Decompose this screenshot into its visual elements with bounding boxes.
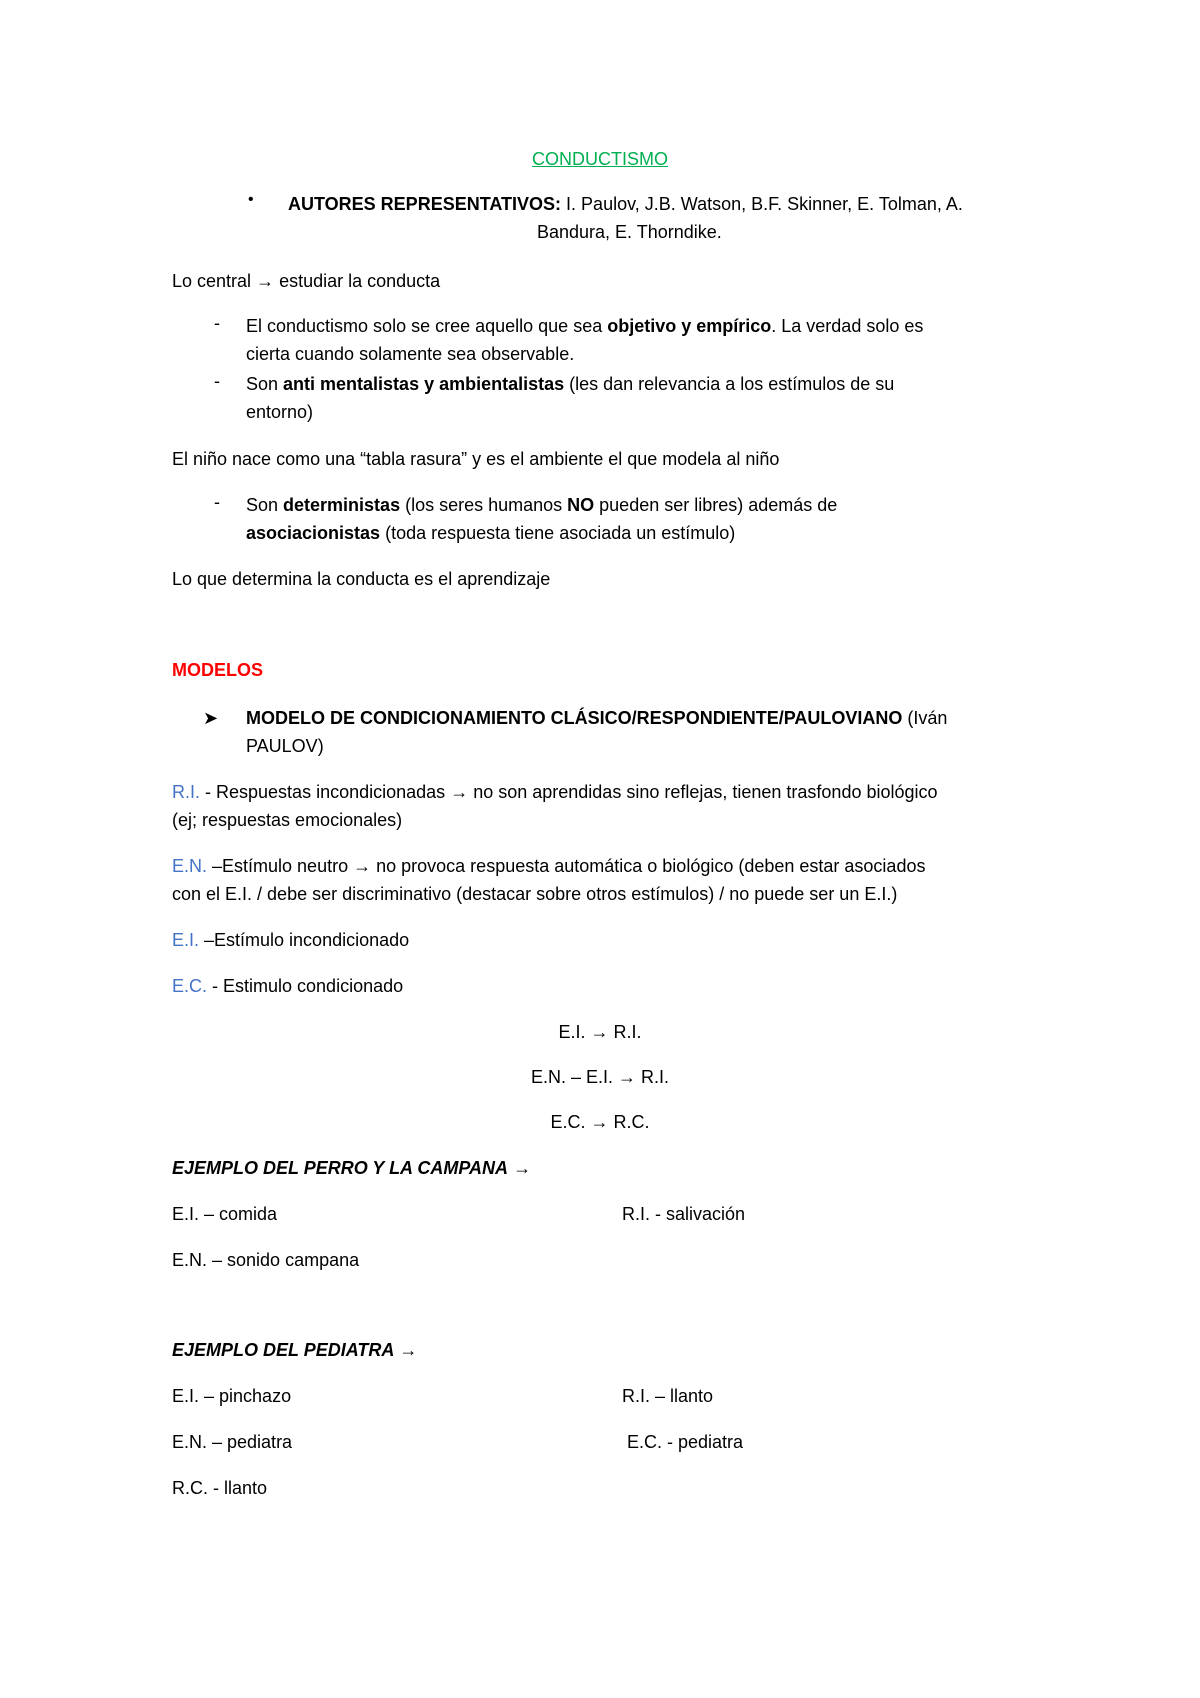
- aprendizaje-paragraph: Lo que determina la conducta es el aprendizaje: [172, 569, 551, 589]
- formula-1: E.I. → R.I.: [558, 1022, 642, 1042]
- example-1-ei: E.I. – comida: [172, 1204, 278, 1224]
- dash-icon: -: [214, 492, 220, 512]
- example-2-rc: R.C. - llanto: [172, 1478, 268, 1498]
- arrow-right-icon: →: [399, 1340, 418, 1360]
- example-1-ri: R.I. - salivación: [622, 1204, 746, 1224]
- dash-icon: -: [214, 313, 220, 333]
- def-ri-line-2: (ej; respuestas emocionales): [172, 810, 403, 830]
- bullet-icon: •: [248, 191, 254, 208]
- formula-2: E.N. – E.I. → R.I.: [530, 1067, 670, 1087]
- example-2-ri: R.I. – llanto: [622, 1386, 714, 1406]
- point-1-line-2: cierta cuando solamente sea observable.: [246, 344, 575, 364]
- modelos-heading: MODELOS: [172, 660, 264, 680]
- example-2-ec: E.C. - pediatra: [627, 1432, 744, 1452]
- example-1-title: EJEMPLO DEL PERRO Y LA CAMPANA →: [172, 1158, 532, 1178]
- point-2-line-2: entorno): [246, 402, 314, 422]
- authors-line-1: AUTORES REPRESENTATIVOS: I. Paulov, J.B. Watson, B.F. Skinner, E. Tolman, A.: [288, 194, 963, 214]
- formula-3: E.C. → R.C.: [550, 1112, 650, 1132]
- point-1-line-1: El conductismo solo se cree aquello que sea objetivo y empírico. La verdad solo es: [246, 316, 924, 336]
- modelo-line-1: MODELO DE CONDICIONAMIENTO CLÁSICO/RESPONDIENTE/PAULOVIANO (Iván: [246, 708, 948, 728]
- nino-paragraph: El niño nace como una “tabla rasura” y es el ambiente el que modela al niño: [172, 449, 780, 469]
- def-ri-line-1: R.I. - Respuestas incondicionadas → no son aprendidas sino reflejas, tienen trasfondo biológico: [172, 782, 938, 802]
- example-2-title: EJEMPLO DEL PEDIATRA →: [172, 1340, 418, 1360]
- modelo-line-2: PAULOV): [246, 736, 324, 756]
- arrow-right-icon: →: [590, 1022, 609, 1042]
- def-ec: E.C. - Estimulo condicionado: [172, 976, 404, 996]
- arrow-right-icon: →: [450, 782, 469, 802]
- point-2-line-1: Son anti mentalistas y ambientalistas (les dan relevancia a los estímulos de su: [246, 374, 895, 394]
- example-2-ei: E.I. – pinchazo: [172, 1386, 292, 1406]
- dash-icon: -: [214, 371, 220, 391]
- example-1-en: E.N. – sonido campana: [172, 1250, 360, 1270]
- authors-line-2: Bandura, E. Thorndike.: [537, 222, 722, 242]
- arrow-right-icon: →: [618, 1067, 636, 1087]
- point-3-line-1: Son deterministas (los seres humanos NO pueden ser libres) además de: [246, 495, 838, 515]
- example-2-en: E.N. – pediatra: [172, 1432, 293, 1452]
- document-title: CONDUCTISMO: [532, 149, 668, 169]
- chevron-right-icon: ➤: [203, 708, 219, 728]
- def-en-line-1: E.N. –Estímulo neutro → no provoca respuesta automática o biológico (deben estar asociados: [172, 856, 926, 876]
- def-en-line-2: con el E.I. / debe ser discriminativo (destacar sobre otros estímulos) / no puede ser un E.I.): [172, 884, 898, 904]
- arrow-right-icon: →: [256, 271, 275, 291]
- def-ei: E.I. –Estímulo incondicionado: [172, 930, 410, 950]
- point-3-line-2: asociacionistas (toda respuesta tiene asociada un estímulo): [246, 523, 736, 543]
- central-line: Lo central → estudiar la conducta: [172, 271, 441, 291]
- arrow-right-icon: →: [513, 1158, 532, 1178]
- arrow-right-icon: →: [590, 1112, 609, 1132]
- arrow-right-icon: →: [353, 856, 372, 876]
